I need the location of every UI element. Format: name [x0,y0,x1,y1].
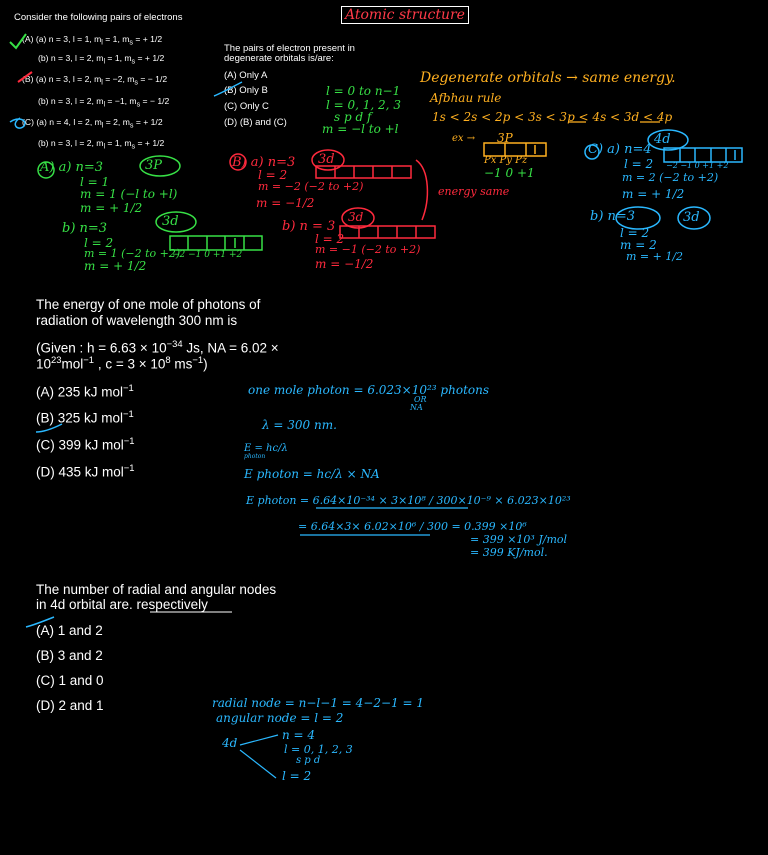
q2-option-a[interactable]: (A) 235 kJ mol$^{-1}$ [36,383,134,400]
note-c-a-n: C) a) n=4 [588,142,652,157]
q1-pair-b-b: (b) n = 3, l = 2, $m_l = -1$, $m_s$ = − 1/2 [38,96,170,109]
q2-line2: radiation of wavelength 300 nm is [36,313,238,328]
q2-option-d[interactable]: (D) 435 kJ mol$^{-1}$ [36,463,135,480]
q3-work-spd: s p d [296,755,321,766]
note-3p-yellow: 3P [497,131,513,145]
question-1-intro: Consider the following pairs of electrons [14,12,183,23]
q3-work-l-values: l = 0, 1, 2, 3 [284,743,353,756]
page-title: Atomic structure [341,6,469,24]
q3-option-b[interactable]: (B) 3 and 2 [36,648,103,663]
q1-question-line1: The pairs of electron present in [224,43,355,54]
q3-option-a[interactable]: (A) 1 and 2 [36,623,103,638]
note-m-values: −1 0 +1 [484,166,535,180]
note-a-b-n: b) n=3 [62,221,108,236]
q1-pair-a-a: (A) (a) n = 3, l = 1, $m_l = 1$, $m_s$ = + 1/2 [22,34,163,47]
q2-work-lambda: λ = 300 nm. [262,418,337,432]
note-b-b-m: m = −1 (−2 to +2) [315,243,421,256]
q3-work-4d: 4d [222,736,238,750]
note-b-a-m: m = −2 (−2 to +2) [258,180,364,193]
q2-line1: The energy of one mole of photons of [36,297,261,312]
q3-line2: in 4d orbital are. respectively [36,597,208,612]
q2-work-mole: one mole photon = 6.023×10²³ photons [248,383,490,397]
q1-pair-b-a: (B) (a) n = 3, l = 2, $m_l = -2$, $m_s$ = − 1/2 [22,74,168,87]
note-aufbau: Afbhau rule [430,91,502,105]
q3-work-n: n = 4 [282,728,316,742]
q2-work-e-na: E photon = hc/λ × NA [244,467,380,481]
note-c-b-m: m = 2 [620,238,657,252]
note-m-range: m = −l to +l [322,122,399,136]
note-b-b-ms: m = −1/2 [315,257,374,271]
note-b-b-l: l = 2 [315,232,345,246]
q3-work-angular: angular node = l = 2 [216,711,344,725]
q1-option-c[interactable]: (C) Only C [224,101,269,112]
note-c-a-l: l = 2 [624,157,654,171]
note-l-range: l = 0 to n−1 [326,84,401,98]
q2-work-photon-sub: photon [244,453,266,460]
q3-line1: The number of radial and angular nodes [36,582,277,597]
q1-pair-c-a: (C) (a) n = 4, l = 2, $m_l = 2$, $m_s$ = + 1/2 [22,117,163,130]
note-a-b-ms: m = + 1/2 [84,259,147,273]
note-3d-cyan: 3d [683,210,700,225]
note-a-a-m: m = 1 (−l to +l) [80,187,178,201]
q2-work-jmol: = 399 ×10³ J/mol [470,533,568,546]
note-b-b-n: b) n = 3 [282,219,336,234]
note-a-a-n: A) a) n=3 [40,160,104,175]
note-c-b-l: l = 2 [620,226,650,240]
note-b-a-n: B) a) n=3 [232,155,296,170]
q1-pair-a-b: (b) n = 3, l = 2, $m_l = 1$, $m_s$ = + 1/2 [38,53,165,66]
note-cyan-ticks: −2 −1 0 +1 +2 [666,161,729,170]
note-4d-cyan: 4d [654,132,671,147]
note-c-b-n: b) n=3 [590,209,636,224]
note-c-a-m: m = 2 (−2 to +2) [622,171,719,184]
note-ex: ex → [452,133,476,144]
q3-work-radial: radial node = n−l−1 = 4−2−1 = 1 [212,696,424,710]
q3-option-d[interactable]: (D) 2 and 1 [36,698,104,713]
q3-option-c[interactable]: (C) 1 and 0 [36,673,104,688]
note-green-ticks: −2 −1 0 +1 +2 [172,250,243,260]
note-3d-red: 3d [318,152,335,167]
note-3d-green: 3d [162,214,179,229]
note-energy-same: energy same [438,185,510,198]
note-a-b-m: m = 1 (−2 to +2) [84,247,181,260]
q3-work-l2: l = 2 [282,769,312,783]
q2-work-or: OR [414,395,427,404]
note-c-a-ms: m = + 1/2 [622,187,685,201]
q2-option-b[interactable]: (B) 325 kJ mol$^{-1}$ [36,409,134,426]
note-energy-order: 1s < 2s < 2p < 3s < 3p < 4s < 3d < 4p [432,110,673,124]
note-c-b-ms: m = + 1/2 [626,250,684,263]
q2-work-e-formula: E = hc/λ [244,443,288,454]
q1-option-b[interactable]: (B) Only B [224,85,268,96]
note-a-a-l: l = 1 [80,175,110,189]
note-spdf: s p d f [334,110,372,124]
q2-work-kjmol: = 399 KJ/mol. [470,546,548,559]
q2-option-c[interactable]: (C) 399 kJ mol$^{-1}$ [36,436,135,453]
q1-option-d[interactable]: (D) (B) and (C) [224,117,287,128]
q1-question-line2: degenerate orbitals is/are: [224,53,334,64]
q2-given-line2: $10^{23}mol^{-1}$ , $c = 3 \times 10^8$ $ms^{-1}$) [36,355,208,372]
q2-given-line1: (Given : $h = 6.63 \times 10^{-34}$ Js, NA = 6.02 × [36,339,279,356]
note-3d-red-2: 3d [348,210,364,224]
q1-option-a[interactable]: (A) Only A [224,70,268,81]
q2-work-simplify: = 6.64×3× 6.02×10⁶ / 300 = 0.399 ×10⁶ [298,520,527,533]
note-3p-green: 3P [145,158,163,173]
note-a-a-ms: m = + 1/2 [80,201,143,215]
note-degenerate: Degenerate orbitals → same energy. [420,70,676,86]
q2-work-substitute: E photon = 6.64×10⁻³⁴ × 3×10⁸ / 300×10⁻⁹ × 6.023×10²³ [246,494,571,507]
note-a-b-l: l = 2 [84,236,114,250]
note-b-a-l: l = 2 [258,168,288,182]
note-px-py-pz: Px Py Pz [484,155,528,166]
q1-pair-c-b: (b) n = 3, l = 2, $m_l = 1$, $m_s$ = + 1/2 [38,138,165,151]
note-b-a-ms: m = −1/2 [256,196,315,210]
note-l-values: l = 0, 1, 2, 3 [326,98,401,112]
q2-work-na: NA [410,403,423,412]
